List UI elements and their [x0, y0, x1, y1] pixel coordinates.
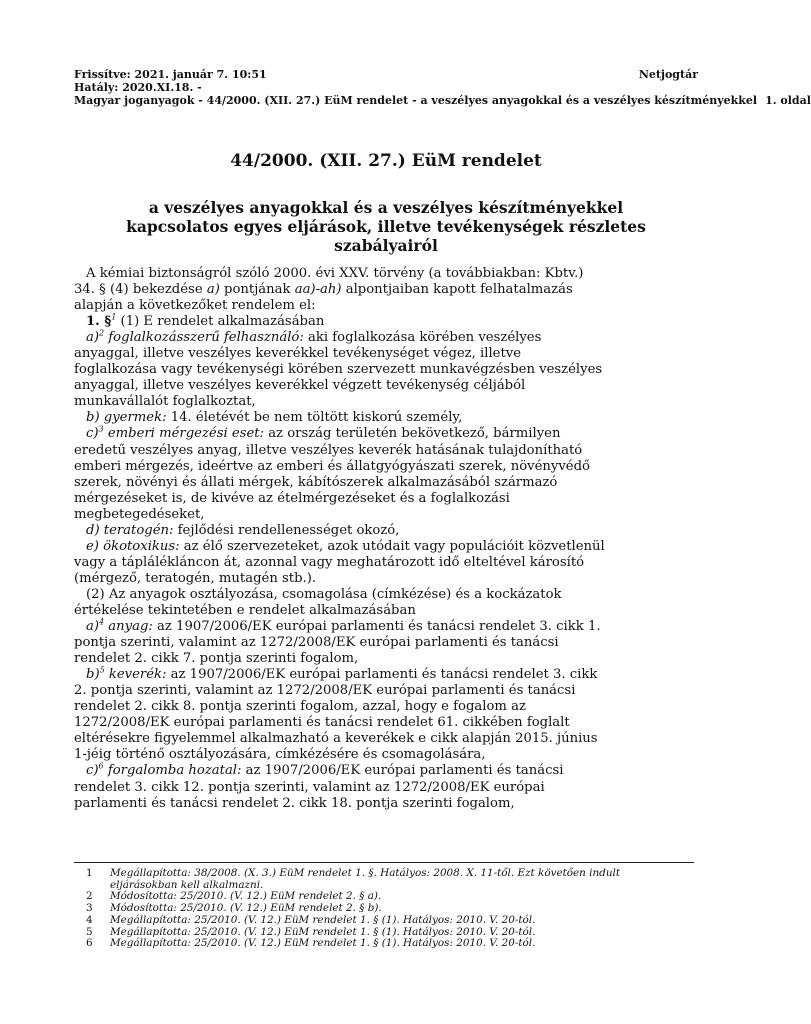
def-e-term: e) ökotoxikus:: [86, 538, 180, 554]
def-c-line-5: mérgezéseket is, de kivéve az ételmérgezéseket és a foglalkozási: [74, 490, 510, 506]
def-a-text: aki foglalkozása körében veszélyes: [303, 330, 542, 346]
footnote-text: Módosította: 25/2010. (V. 12.) EüM rendelet 2. § b).: [110, 902, 382, 915]
def-c-term: emberi mérgezési eset:: [103, 426, 264, 442]
header-publisher: Netjogtár: [638, 68, 698, 81]
def-c2-line-1: [74, 763, 698, 779]
def-a-label: a): [86, 330, 100, 346]
def-b2-line-1: [74, 667, 698, 683]
footnote-text: eljárásokban kell alkalmazni.: [110, 878, 264, 891]
def-a2-line-2: pontja szerinti, valamint az 1272/2008/EK európai parlamenti és tanácsi: [74, 635, 559, 651]
def-d-term: d) teratogén:: [86, 522, 174, 538]
def-c2-term: forgalomba hozatal:: [103, 763, 242, 779]
section-number: 1. §: [86, 314, 112, 330]
intro-line-2: [74, 282, 698, 298]
footnote-ref-2[interactable]: 2: [99, 328, 105, 338]
document-title: 44/2000. (XII. 27.) EüM rendelet: [230, 151, 542, 171]
footnote-ref-1[interactable]: 1: [111, 312, 117, 322]
footnote-number: 6: [86, 937, 93, 950]
document-subtitle: [74, 198, 698, 255]
def-a2-text: az 1907/2006/EK európai parlamenti és tanácsi rendelet 3. cikk 1.: [152, 619, 601, 635]
footnote-divider: [74, 862, 694, 863]
intro-ref-aa-ah: aa)-ah): [294, 282, 342, 298]
def-a2-term: anyag:: [104, 619, 153, 635]
header-row-2: [74, 81, 698, 94]
footnote-ref-5[interactable]: 5: [99, 665, 105, 675]
header-doc-ref: Magyar joganyagok - 44/2000. (XII. 27.) EüM rendelet - a veszélyes anyagokkal és a veszélyes készítményekkel: [74, 94, 758, 107]
def-b2-label: b): [86, 667, 100, 683]
footnote-text: Megállapította: 38/2008. (X. 3.) EüM rendelet 1. §. Hatályos: 2008. X. 11-től. Ezt követően indult: [110, 867, 621, 879]
footnote-item: [86, 938, 698, 950]
footnote-number: 2: [86, 890, 93, 903]
def-a2-line-1: [74, 619, 698, 635]
footnote-item: [86, 868, 698, 880]
header-updated: Frissítve: 2021. január 7. 10:51: [74, 68, 267, 81]
def-c2-text: az 1907/2006/EK európai parlamenti és tanácsi: [241, 763, 564, 779]
subtitle-line-3: szabályairól: [334, 236, 438, 255]
def-b: [74, 410, 698, 426]
intro-ref-a: a): [206, 282, 220, 298]
def-b2-text: az 1907/2006/EK európai parlamenti és tanácsi rendelet 3. cikk: [166, 667, 598, 683]
def-a-line-3: foglalkozása vagy tevékenységi körében szervezett munkavégzésben veszélyes: [74, 362, 603, 378]
intro-text: alpontjaiban kapott felhatalmazás: [341, 282, 573, 298]
header-row-3: [74, 94, 811, 107]
document-body: [74, 266, 698, 812]
def-e-text: az élő szervezeteket, azok utódait vagy populációit közvetlenül: [179, 538, 605, 554]
def-c2-label: c): [86, 763, 99, 779]
footnote-number: 3: [86, 902, 93, 915]
def-c-line-4: szerek, növényi és állati mérgek, kábítószerek alkalmazásából származó: [74, 474, 558, 490]
def-b2-line-5: eltérésekre figyelemmel alkalmazható a keverékek e cikk alapján 2015. június: [74, 731, 598, 747]
def-b2-line-6: 1-jéig történő osztályozására, címkézésére és csomagolására,: [74, 747, 486, 763]
header-row-1: [74, 68, 698, 81]
def-d-text: fejlődési rendellenességet okozó,: [173, 522, 400, 538]
footnote-text: Módosította: 25/2010. (V. 12.) EüM rendelet 2. § a).: [110, 890, 382, 903]
page-header: [74, 68, 811, 107]
footnote-ref-6[interactable]: 6: [98, 762, 104, 772]
def-c-line-1: [74, 426, 698, 442]
header-page-number: 1. oldal: [765, 94, 811, 107]
subtitle-line-2: kapcsolatos egyes eljárások, illetve tevékenységek részletes: [126, 217, 646, 236]
subtitle-line-1: a veszélyes anyagokkal és a veszélyes készítményekkel: [148, 198, 624, 217]
footnote-text: Megállapította: 25/2010. (V. 12.) EüM rendelet 1. § (1). Hatályos: 2010. V. 20-tól.: [110, 913, 536, 926]
def-a-line-5: munkavállalót foglalkoztat,: [74, 394, 256, 410]
def-a-line-1: [74, 330, 698, 346]
footnote-ref-4[interactable]: 4: [99, 617, 105, 627]
header-effective: Hatály: 2020.XI.18. -: [74, 81, 202, 94]
def-e-line-3: (mérgező, teratogén, mutagén stb.).: [74, 570, 317, 586]
para-2-line-2: értékelése tekintetében e rendelet alkalmazásában: [74, 602, 416, 618]
intro-text: 34. § (4) bekezdése: [74, 282, 207, 298]
footnote-number: 5: [86, 925, 93, 938]
def-b2-term: keverék:: [104, 667, 167, 683]
def-d: [74, 523, 698, 539]
intro-text: pontjának: [219, 282, 295, 298]
def-b-text: 14. életévét be nem töltött kiskorú személy,: [166, 410, 463, 426]
section-1-intro: (1) E rendelet alkalmazásában: [116, 314, 325, 330]
footnote-item: [86, 915, 698, 927]
def-a-line-4: anyaggal, illetve veszélyes keverékkel végzett tevékenység céljából: [74, 378, 526, 394]
para-2-line-1: (2) Az anyagok osztályozása, csomagolása (címkézése) és a kockázatok: [86, 586, 562, 602]
def-e-line-2: vagy a táplálékláncon át, azonnal vagy meghatározott idő elteltével károsító: [74, 554, 585, 570]
def-c-line-3: emberi mérgezés, ideértve az emberi és állatgyógyászati szerek, növényvédő: [74, 458, 590, 474]
def-c-text: az ország területén bekövetkező, bármilyen: [264, 426, 561, 442]
footnote-text: Megállapította: 25/2010. (V. 12.) EüM rendelet 1. § (1). Hatályos: 2010. V. 20-tól.: [110, 937, 536, 950]
footnote-number: 4: [86, 913, 93, 926]
def-c2-line-2: rendelet 3. cikk 12. pontja szerinti, valamint az 1272/2008/EK európai: [74, 779, 545, 795]
def-a2-line-3: rendelet 2. cikk 7. pontja szerinti fogalom,: [74, 651, 359, 667]
def-b2-line-4: 1272/2008/EK európai parlamenti és tanácsi rendelet 61. cikkében foglalt: [74, 715, 570, 731]
def-c-label: c): [86, 426, 99, 442]
intro-line-1: A kémiai biztonságról szóló 2000. évi XXV. törvény (a továbbiakban: Kbtv.): [86, 266, 584, 281]
def-c-line-2: eredetű veszélyes anyag, illetve veszélyes keverék hatásának tulajdonítható: [74, 442, 583, 458]
def-c-line-6: megbetegedéseket,: [74, 506, 205, 522]
def-c2-line-3: parlamenti és tanácsi rendelet 2. cikk 18. pontja szerinti fogalom,: [74, 795, 515, 811]
def-b-term: b) gyermek:: [86, 410, 167, 426]
footnote-ref-3[interactable]: 3: [98, 425, 104, 435]
intro-line-3: alapján a következőket rendelem el:: [74, 298, 316, 314]
def-b2-line-2: 2. pontja szerinti, valamint az 1272/2008/EK európai parlamenti és tanácsi: [74, 683, 576, 699]
def-a-line-2: anyaggal, illetve veszélyes keverékkel tevékenységet végez, illetve: [74, 346, 522, 362]
def-e-line-1: [74, 539, 698, 555]
section-1-heading: [74, 314, 698, 330]
def-b2-line-3: rendelet 2. cikk 8. pontja szerinti fogalom, azzal, hogy e fogalom az: [74, 699, 526, 715]
footnote-number: 1: [86, 867, 93, 879]
def-a-term: foglalkozásszerű felhasználó:: [104, 330, 304, 346]
def-a2-label: a): [86, 619, 100, 635]
footnotes: [86, 868, 698, 950]
footnote-text: Megállapította: 25/2010. (V. 12.) EüM rendelet 1. § (1). Hatályos: 2010. V. 20-tól.: [110, 925, 536, 938]
